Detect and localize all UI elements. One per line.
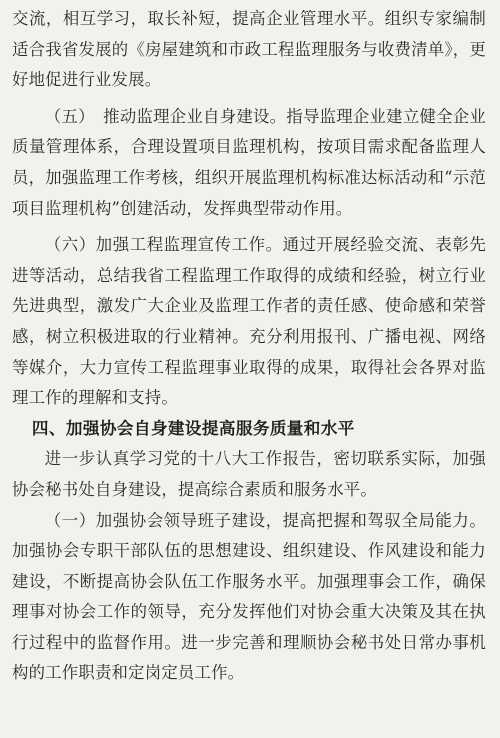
paragraph-intro-continuation: 交流，相互学习，取长补短，提高企业管理水平。组织专家编制适合我省发展的《房屋建筑和市政工程监理服务与收费清单》，更好地促进行业发展。 bbox=[12, 9, 486, 90]
paragraph-section-4-intro: 进一步认真学习党的十八大工作报告，密切联系实际，加强协会秘书处自身建设，提高综合素质和服务水平。 bbox=[12, 449, 486, 499]
paragraph-section-4-item-1: （一）加强协会领导班子建设，提高把握和驾驭全局能力。加强协会专职干部队伍的思想建设、组织建设、作风建设和能力建设，不断提高协会队伍工作服务水平。加强理事会工作，确保理事对协会工作的领导，充分发挥他们对协会重大决策及其在执行过程中的监督作用。进一步完善和理顺协会秘书处日常办事机构的工作职责和定岗定员工作。 bbox=[12, 510, 486, 683]
paragraph-item-6: （六）加强工程监理宣传工作。通过开展经验交流、表彰先进等活动，总结我省工程监理工作取得的成绩和经验，树立行业先进典型，激发广大企业及监理工作者的责任感、使命感和荣誉感，树立积极进取的行业精神。充分利用报刊、广播电视、网络等媒介，大力宣传工程监理事业取得的成果，取得社会各界对监理工作的理解和支持。 bbox=[12, 235, 486, 408]
paragraph-item-5: （五） 推动监理企业自身建设。指导监理企业建立健全企业质量管理体系，合理设置项目监理机构，按项目需求配备监理人员，加强监理工作考核，组织开展监理机构标准达标活动和“示范项目监理机构”创建活动，发挥典型带动作用。 bbox=[12, 106, 486, 218]
section-heading-4: 四、加强协会自身建设提高服务质量和水平 bbox=[31, 418, 355, 438]
